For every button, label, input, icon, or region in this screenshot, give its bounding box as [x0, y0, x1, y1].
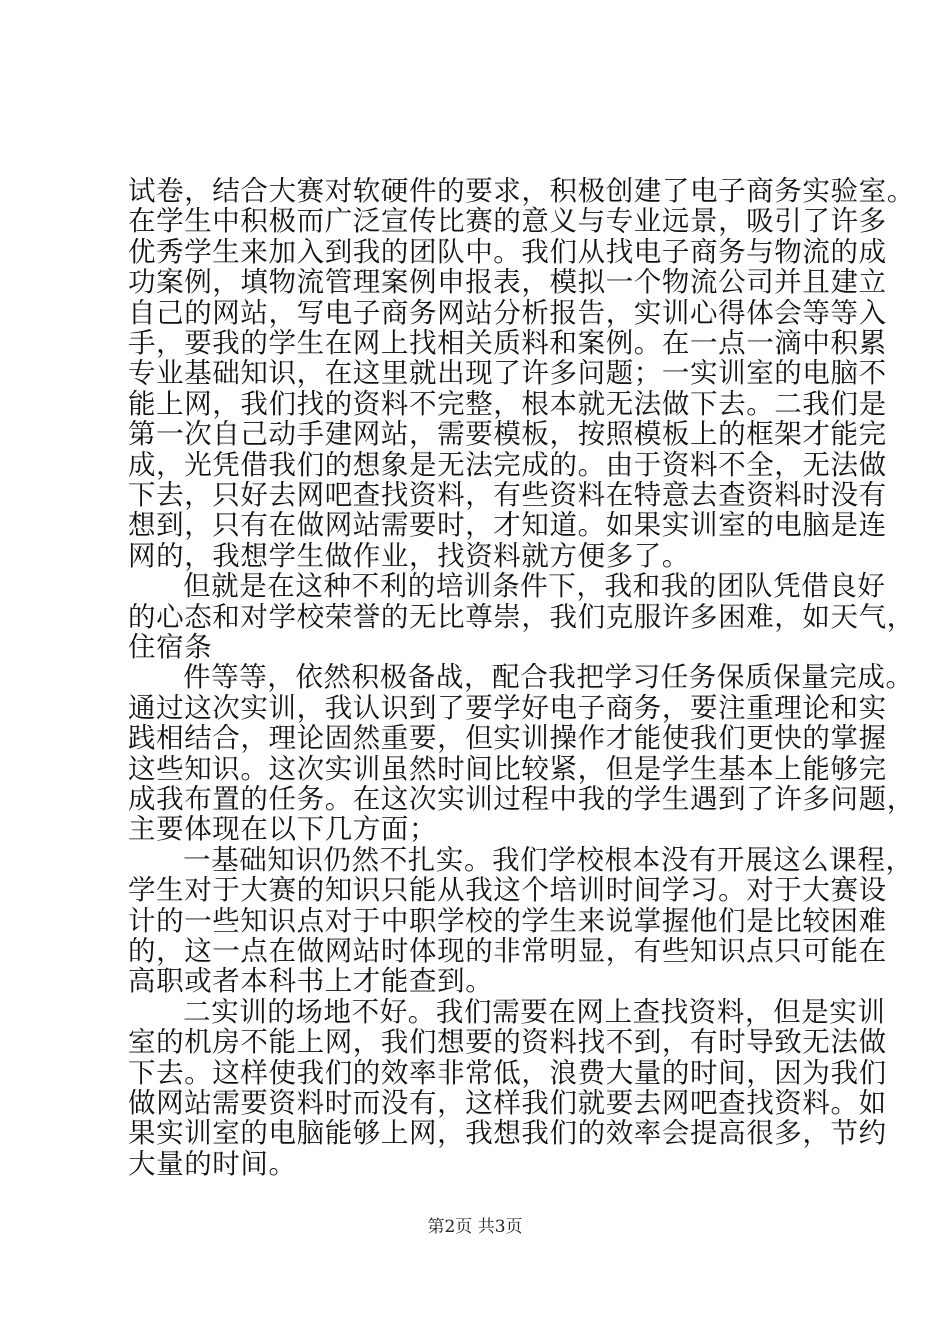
text-line: 大量的时间。 [128, 1147, 297, 1180]
text-line: 高职或者本科书上才能查到。 [128, 965, 494, 998]
text-line: 住宿条 [128, 631, 213, 663]
text-line: 主要体现在以下几方面； [128, 813, 438, 846]
paragraph-first-line: 但就是在这种不利的培训条件下，我和我的团队凭借良好 [183, 570, 886, 603]
paragraph-first-line: 一基础知识仍然不扎实。我们学校根本没有开展这么课程， [183, 843, 914, 876]
text-line: 下去。这样使我们的效率非常低，浪费大量的时间，因为我们 [128, 1056, 887, 1089]
page-number-footer: 第2页 共3页 [427, 1217, 523, 1237]
text-line: 这些知识。这次实训虽然时间比较紧，但是学生基本上能够完 [128, 752, 887, 785]
text-line: 试卷，结合大赛对软硬件的要求，积极创建了电子商务实验室。 [128, 175, 915, 207]
text-line: 果实训室的电脑能够上网，我想我们的效率会提高很多，节约 [128, 1117, 887, 1150]
text-line: 做网站需要资料时而没有，这样我们就要去网吧查找资料。如 [128, 1087, 887, 1119]
paragraph-first-line: 件等等，依然积极备战，配合我把学习任务保质保量完成。 [183, 661, 914, 694]
text-line: 计的一些知识点对于中职学校的学生来说掌握他们是比较困难 [128, 904, 887, 937]
text-line: 专业基础知识，在这里就出现了许多问题；一实训室的电脑不 [128, 357, 887, 390]
text-line: 自己的网站，写电子商务网站分析报告，实训心得体会等等入 [128, 296, 887, 329]
text-line: 网的，我想学生做作业，找资料就方便多了。 [128, 539, 690, 572]
text-line: 能上网，我们找的资料不完整，根本就无法做下去。二我们是 [128, 387, 887, 420]
text-line: 成，光凭借我们的想象是无法完成的。由于资料不全，无法做 [128, 448, 887, 481]
text-line: 通过这次实训，我认识到了要学好电子商务，要注重理论和实 [128, 691, 887, 724]
paragraph-first-line: 二实训的场地不好。我们需要在网上查找资料，但是实训 [183, 995, 886, 1028]
text-line: 想到，只有在做网站需要时，才知道。如果实训室的电脑是连 [128, 509, 887, 542]
text-line: 的，这一点在做网站时体现的非常明显，有些知识点只可能在 [128, 935, 887, 967]
text-line: 成我布置的任务。在这次实训过程中我的学生遇到了许多问题， [128, 783, 915, 815]
text-line: 室的机房不能上网，我们想要的资料找不到，有时导致无法做 [128, 1026, 887, 1059]
text-line: 手，要我的学生在网上找相关质料和案例。在一点一滴中积累 [128, 327, 887, 359]
text-line: 学生对于大赛的知识只能从我这个培训时间学习。对于大赛设 [128, 874, 887, 907]
text-line: 下去，只好去网吧查找资料，有些资料在特意去查资料时没有 [128, 479, 887, 511]
text-line: 第一次自己动手建网站，需要模板，按照模板上的框架才能完 [128, 418, 887, 451]
text-line: 践相结合，理论固然重要，但实训操作才能使我们更快的掌握 [128, 722, 887, 755]
text-line: 的心态和对学校荣誉的无比尊崇，我们克服许多困难，如天气， [128, 600, 915, 633]
text-line: 优秀学生来加入到我的团队中。我们从找电子商务与物流的成 [128, 235, 887, 268]
text-line: 功案例，填物流管理案例申报表，模拟一个物流公司并且建立 [128, 266, 887, 299]
text-line: 在学生中积极而广泛宣传比赛的意义与专业远景，吸引了许多 [128, 205, 887, 238]
